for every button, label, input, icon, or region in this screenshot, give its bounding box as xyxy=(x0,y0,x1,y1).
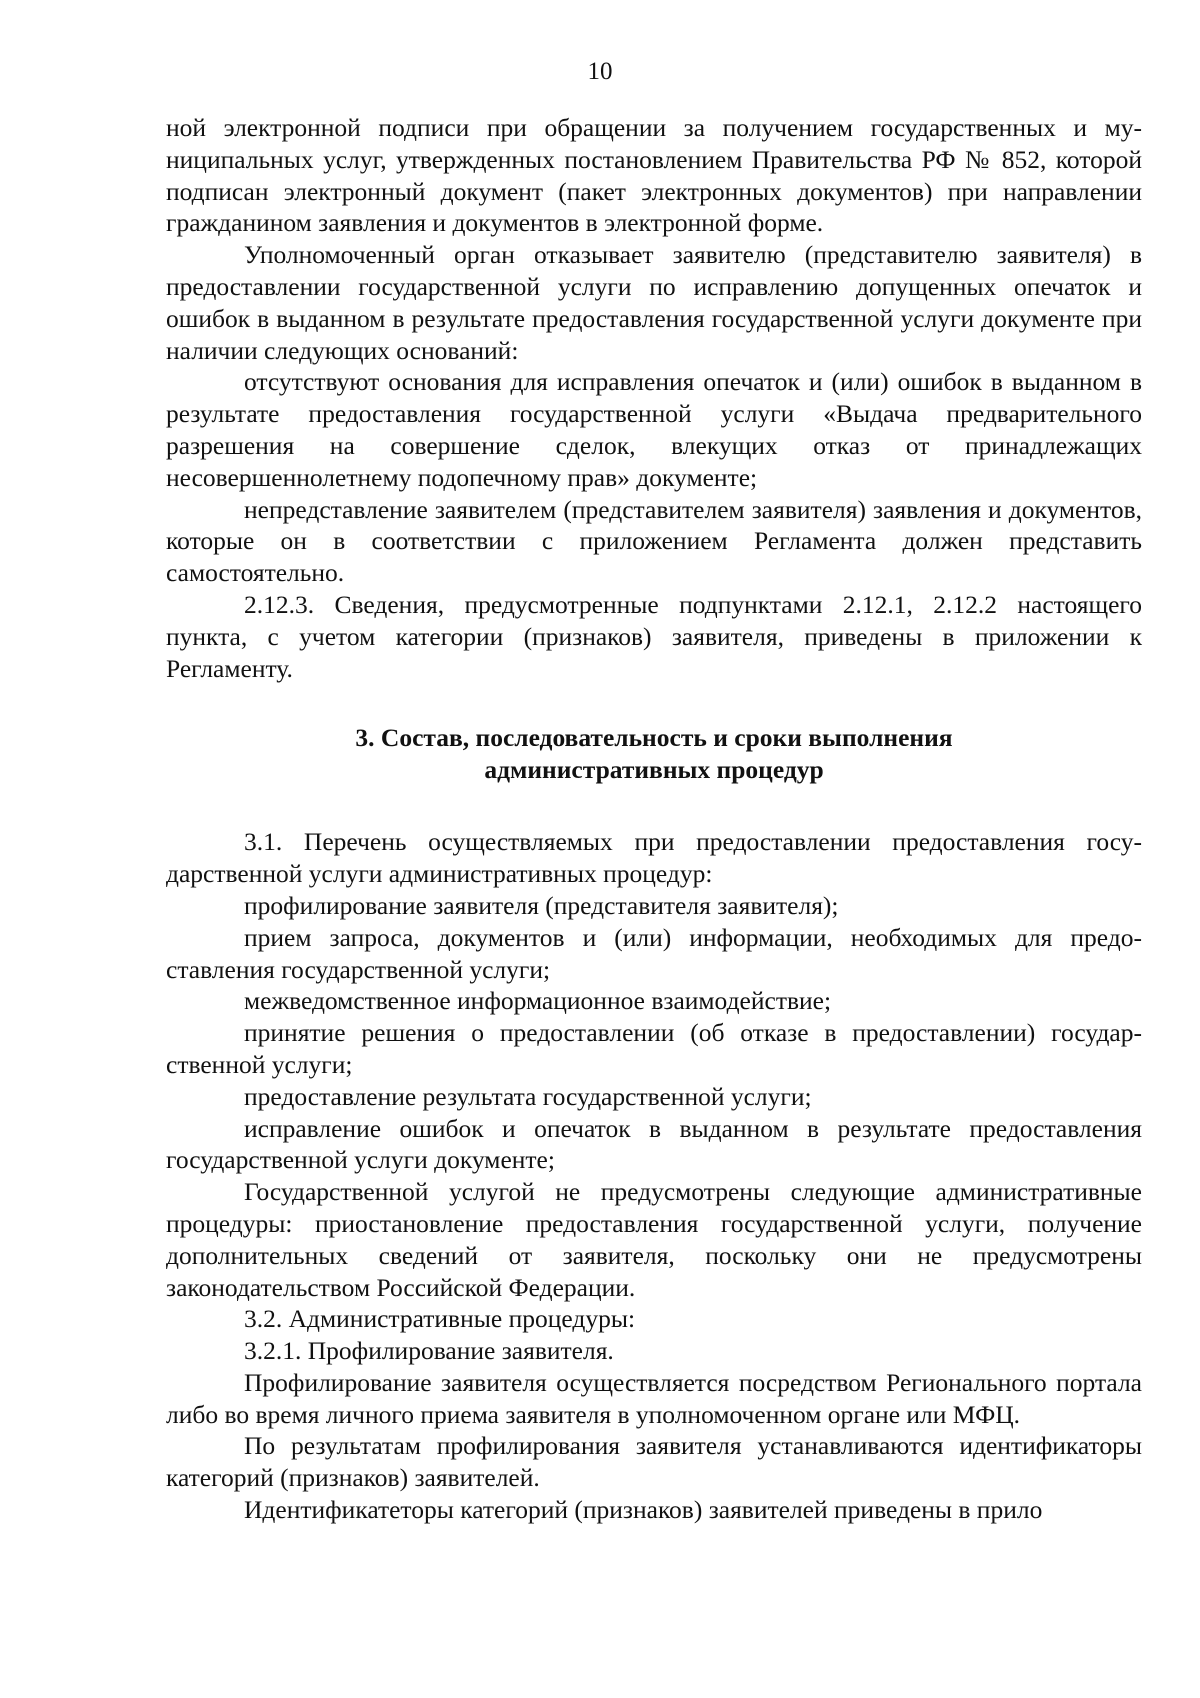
page-number: 10 xyxy=(587,58,613,85)
list-item: принятие решения о предоставлении (об отказе в предоставлении) государственной услуги; xyxy=(166,1018,1142,1079)
paragraph: непредставление заявителем (представителем заявителя) заявления и документов, которые он в соответствии с приложением Регламента должен представить самостоятельно. xyxy=(166,494,1142,588)
paragraph: Уполномоченный орган отказывает заявителю (представителю заявителя) в предоставлении государственной услуги по исправлению допущенных опечаток и ошибок в выданном в результате предоставления государственной услуги документе при наличии следующих оснований: xyxy=(166,240,1142,365)
paragraph: 3.1. Перечень осуществляемых при предоставлении предоставления государственной услуги административных процедур: xyxy=(166,827,1142,889)
section-heading-line-2: административных процедур xyxy=(484,755,824,785)
paragraph: 3.2.1. Профилирование заявителя. xyxy=(244,1336,614,1366)
section-heading-line-1: 3. Состав, последовательность и сроки выполнения xyxy=(355,723,953,753)
list-item: профилирование заявителя (представителя заявителя); xyxy=(244,890,839,920)
paragraph: отсутствуют основания для исправления опечаток и (или) ошибок в выданном в результате предоставления государственной услуги «Выдача предварительного разрешения на совершение сделок, влекущих отказ от принадлежащих несовершеннолетнему подопечному прав» документе; xyxy=(166,367,1142,492)
paragraph: По результатам профилирования заявителя устанавливаются идентификаторы категорий (признаков) заявителей. xyxy=(166,1431,1142,1493)
paragraph: Государственной услугой не предусмотрены следующие административные процедуры: приостановление предоставления государственной услуги, получение дополнительных сведений от заявителя, поскольку они не предусмотрены законодательством Российской Федерации. xyxy=(166,1177,1142,1302)
paragraph: 3.2. Административные процедуры: xyxy=(244,1304,636,1334)
paragraph: Идентификатеторы категорий (признаков) заявителей приведены в прило xyxy=(244,1495,1043,1525)
list-item: прием запроса, документов и (или) информации, необходимых для предоставления государственной услуги; xyxy=(166,922,1142,984)
list-item: межведомственное информационное взаимодействие; xyxy=(244,986,832,1016)
document-body xyxy=(166,112,1142,1526)
list-item: предоставление результата государственной услуги; xyxy=(244,1081,812,1111)
paragraph: 2.12.3. Сведения, предусмотренные подпунктами 2.12.1, 2.12.2 настоящего пункта, с учетом категории (признаков) заявителя, приведены в приложении к Регламенту. xyxy=(166,589,1142,683)
paragraph: Профилирование заявителя осуществляется посредством Регионального портала либо во время личного приема заявителя в уполномоченном органе или МФЦ. xyxy=(166,1367,1142,1429)
paragraph: ной электронной подписи при обращении за получением государственных и муниципальных услуг, утвержденных постановлением Правительства РФ № 852, которой подписан электронный документ (пакет электронных документов) при направлении гражданином заявления и документов в электронной форме. xyxy=(166,113,1142,238)
list-item: исправление ошибок и опечаток в выданном в результате предоставления государственной услуги документе; xyxy=(166,1113,1142,1175)
section-heading xyxy=(166,722,1142,786)
